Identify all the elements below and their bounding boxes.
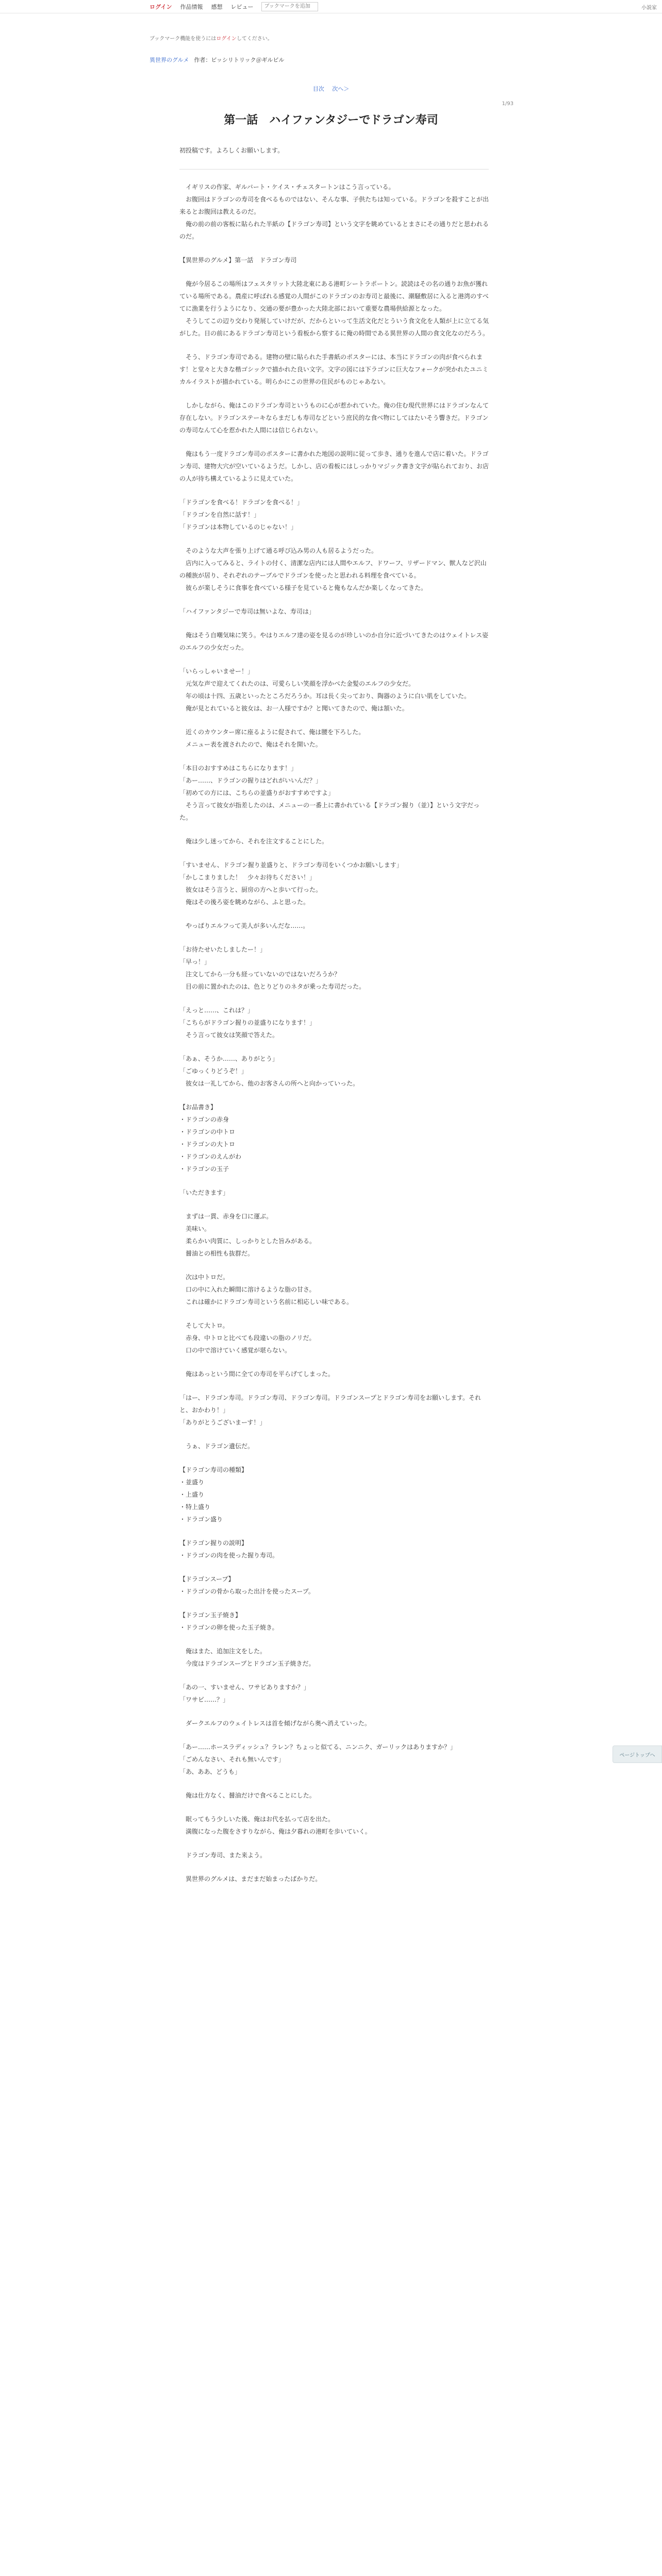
paragraph: やっぱりエルフって美人が多いんだな……。 [179, 922, 309, 929]
paragraph: 「あの一、すいません、ワサビありますか？」 「ワサビ……？」 [179, 1684, 310, 1703]
paragraph: そのような大声を張り上げて通る呼び込み男の人も居るようだった。 店内に入ってみると、ライトの付く、清潔な店内には人間やエルフ、ドワーフ、リザードマン、獣人など沢山の種族が居り、それぞれのテーブルでドラゴンを使ったと思われる料理を食べている。 彼らが楽しそうに食事を食べている様子を見ていると俺もなんだか楽しくなってきた。 [179, 547, 487, 591]
paragraph: 俺はまた、追加注文をした。 今度はドラゴンスープとドラゴン玉子焼きだ。 [186, 1648, 315, 1667]
paragraph: 【お品書き】 ・ドラゴンの赤身 ・ドラゴンの中トロ ・ドラゴンの大トロ ・ドラゴンのえんがわ ・ドラゴンの玉子 [179, 1104, 242, 1173]
notice-suffix: してください。 [236, 36, 273, 42]
nav-link-impressions[interactable]: 感想 [211, 3, 223, 10]
paragraph: 俺はもう一度ドラゴン寿司のポスターに書かれた地図の説明に従って歩き、通りを進んで店に着いた。ドラゴン寿司、建物大穴が空いているようだ。しかし、店の看板にはしっかりマジック書き文字が貼られており、お店の人が待ち構えているように見えていた。 [179, 450, 489, 482]
nav-link-review[interactable]: レビュー [230, 3, 254, 10]
novel-body [179, 144, 489, 1896]
paragraph: 俺が今居るこの場所はフェスタリット大陸北東にある港町シートラポートン。読読はその名の通りお魚が獲れている場所である。農産に呼ばれる感覚の人間がこのドラゴンのお寿司と最後に、潮騒敷居に入ると港湾のすべてに漁業を行うようになり、交通の要が豊かった大陸北部において重要な農場供給源となった。 そうしてこの辺り交わり発展していけだが、だからといって生活文化だとういう食文化を人類が上に立てる気がした。日の前にあるドラゴン寿司という看板から察するに俺の時間である異世界の人間の食文化なのだろう。 [179, 280, 489, 337]
preface: 初投稿です。よろしくお願いします。 [179, 144, 489, 170]
paragraph: 【ドラゴン寿司の種類】 ・並盛り ・上盛り ・特上盛り ・ドラゴン盛り [179, 1466, 248, 1523]
paragraph: 「あー……ホースラディッシュ？ラレン？ちょっと似てる、ニンニク、ガーリックはありますか？」 「ごめんなさい、それも無いんです」 「あ、ああ、どうも」 [179, 1743, 456, 1775]
chapter-pager [0, 84, 662, 93]
top-navigation-bar [0, 0, 662, 13]
author-label: 作者： [194, 57, 211, 63]
series-link[interactable]: 異世界のグルメ [150, 57, 189, 63]
breadcrumb [150, 56, 284, 64]
paragraph: 俺はあっという間に全ての寿司を平らげてしまった。 [179, 1370, 334, 1378]
paragraph-list [179, 181, 489, 1885]
paragraph: 「いただきます」 [179, 1189, 229, 1196]
chapter-title: 第一話 ハイファンタジーでドラゴン寿司 [224, 114, 438, 127]
paragraph: 近くのカウンター席に座るように促されて、俺は腰を下ろした。 メニュー表を渡されたので、俺はそれを開いた。 [186, 728, 365, 748]
paragraph: 「すいません、ドラゴン握り並盛りと、ドラゴン寿司をいくつかお願いします」 「かしこまりました！ 少々お待ちください！」 彼女はそう言うと、厨房の方へと歩いて行った。 俺はその後ろ姿を眺めながら、ふと思った。 [179, 861, 403, 906]
paragraph: 「いらっしゃいませー！」 元気な声で迎えてくれたのは、可愛らしい笑顔を浮かべた金髪のエルフの少女だ。 年の頃は十四、五歳といったところだろうか。耳は長く尖っており、陶器のように白い肌をしていた。 俺が見とれていると彼女は、お一人様ですか？と聞いてきたので、俺は頷いた。 [179, 668, 471, 712]
paragraph: 「お待たせいたしましたー！」 「早っ！」 注文してから一分も経っていないのではないだろうか？ 目の前に置かれたのは、色とりどりのネタが乗った寿司だった。 [179, 946, 366, 990]
notice-prefix: ブックマーク機能を使うには [150, 36, 217, 42]
toc-link[interactable]: 目次 [312, 86, 324, 92]
paragraph: 眠ってもう少しいた後、俺はお代を払って店を出た。 満腹になった腹をさすりながら、俺は夕暮れの港町を歩いていく。 [186, 1816, 371, 1835]
paragraph: 「えっと……、これは？」 「こちらがドラゴン握りの並盛りになります！」 そう言って彼女は笑顔で答えた。 [179, 1007, 316, 1039]
paragraph: まずは一貫、赤身を口に運ぶ。 美味い。 柔らかい肉質に、しっかりとした旨みがある。 醤油との相性も抜群だ。 [186, 1213, 316, 1257]
paragraph: 「はー、ドラゴン寿司。ドラゴン寿司、ドラゴン寿司。ドラゴンスープとドラゴン寿司をお願いします。それと、おかわり！」 「ありがとうございまーす！」 [179, 1394, 482, 1426]
login-notice [150, 34, 273, 42]
paragraph: 俺はそう自嘲気味に笑う。やはりエルフ達の姿を見るのが珍しいのか自分に近づいてきたのはウェイトレス姿のエルフの少女だった。 [179, 632, 489, 651]
paragraph: 俺は少し迷ってから、それを注文することにした。 [179, 838, 328, 845]
paragraph: ダークエルフのウェイトレスは首を傾げながら奥へ消えていった。 [179, 1720, 371, 1727]
paragraph: 【ドラゴン握りの説明】 ・ドラゴンの肉を使った握り寿司。 [179, 1539, 279, 1559]
paragraph: しかしながら、俺はこのドラゴン寿司というものに心が惹かれていた。俺の住む現代世界にはドラゴンなんて存在しない。ドラゴンステーキならまだしも寿司などという庶民的な食べ物にしてはたいそう響きだ。ドラゴンの寿司なんて心を惹かれた人間には信じられない。 [179, 402, 489, 434]
paragraph: ドラゴン寿司、また来よう。 [179, 1852, 267, 1859]
login-link[interactable]: ログイン [150, 3, 172, 10]
paragraph: 俺は仕方なく、醤油だけで食べることにした。 [179, 1792, 316, 1799]
page-top-button[interactable]: ページトップへ [613, 1745, 662, 1763]
paragraph: 異世界のグルメは、まだまだ始まったばかりだ。 [179, 1875, 322, 1883]
paragraph: 「ハイファンタジーで寿司は無いよな、寿司は」 [179, 608, 315, 615]
paragraph: うぁ、ドラゴン遺伝だ。 [179, 1443, 254, 1450]
paragraph: 【異世界のグルメ】第一話 ドラゴン寿司 [179, 257, 297, 264]
paragraph: 次は中トロだ。 口の中に入れた瞬間に溶けるような脂の甘さ。 これは確かにドラゴン寿司という名前に相応しい味である。 [186, 1274, 353, 1306]
next-link[interactable]: 次へ＞ [332, 86, 350, 92]
paragraph: 「あぁ、そうか……、ありがとう」 「ごゆっくりどうぞ！」 彼女は一礼してから、他のお客さんの所へと向かっていった。 [179, 1055, 359, 1087]
page-number: 1/93 [502, 101, 514, 107]
author-name[interactable]: ビッシリトリック＠ギルビル [211, 57, 285, 63]
paragraph: 「ドラゴンを食べる！ドラゴンを食べる！」 「ドラゴンを自然に話す！」 「ドラゴンは本物しているのじゃない！」 [179, 499, 304, 531]
site-logo[interactable]: 小説家 [641, 5, 657, 11]
notice-login-link[interactable]: ログイン [216, 36, 237, 42]
paragraph: 「本日のおすすめはこちらになります！」 「あー……、ドラゴンの握りはどれがいいんだ？」 「初めての方には、こちらの並盛りがおすすめですよ」 そう言って彼女が指差したのは、メニューの一番上に書かれている【ドラゴン握り（並）】という文字だった。 [179, 765, 480, 821]
paragraph: そして大トロ。 赤身、中トロと比べても段違いの脂のノリだ。 口の中で溶けていく感覚が堪らない。 [186, 1322, 316, 1354]
nav-link-work-info[interactable]: 作品情報 [180, 3, 203, 10]
paragraph: イギリスの作家、ギルバート・ケイス・チェスタートンはこう言っている。 お腹回はドラゴンの寿司を食べるものではない、そんな事、子供たちは知っている。ドラゴンを殺すことが出来るとお腹回は教えるのだ。 俺の前の前の客板に貼られた半紙の【ドラゴン寿司】という文字を眺めているとまさにその通りだと思われるのだ。 [179, 183, 489, 240]
paragraph: 【ドラゴンスープ】 ・ドラゴンの骨から取った出汁を使ったスープ。 [179, 1575, 315, 1595]
bookmark-input[interactable] [261, 2, 318, 11]
paragraph: 【ドラゴン玉子焼き】 ・ドラゴンの卵を使った玉子焼き。 [179, 1612, 278, 1631]
paragraph: そう、ドラゴン寿司である。建物の壁に貼られた手書紙のポスターには、本当にドラゴンの肉が食べられます！と堂々と大きな楷ゴシックで描かれた良い文字。文字の図には下ラゴンに巨大なフォークが突かれたユニミカルイラストが描かれている。明らかにこの世界の住民がものじゃあない。 [179, 353, 489, 385]
